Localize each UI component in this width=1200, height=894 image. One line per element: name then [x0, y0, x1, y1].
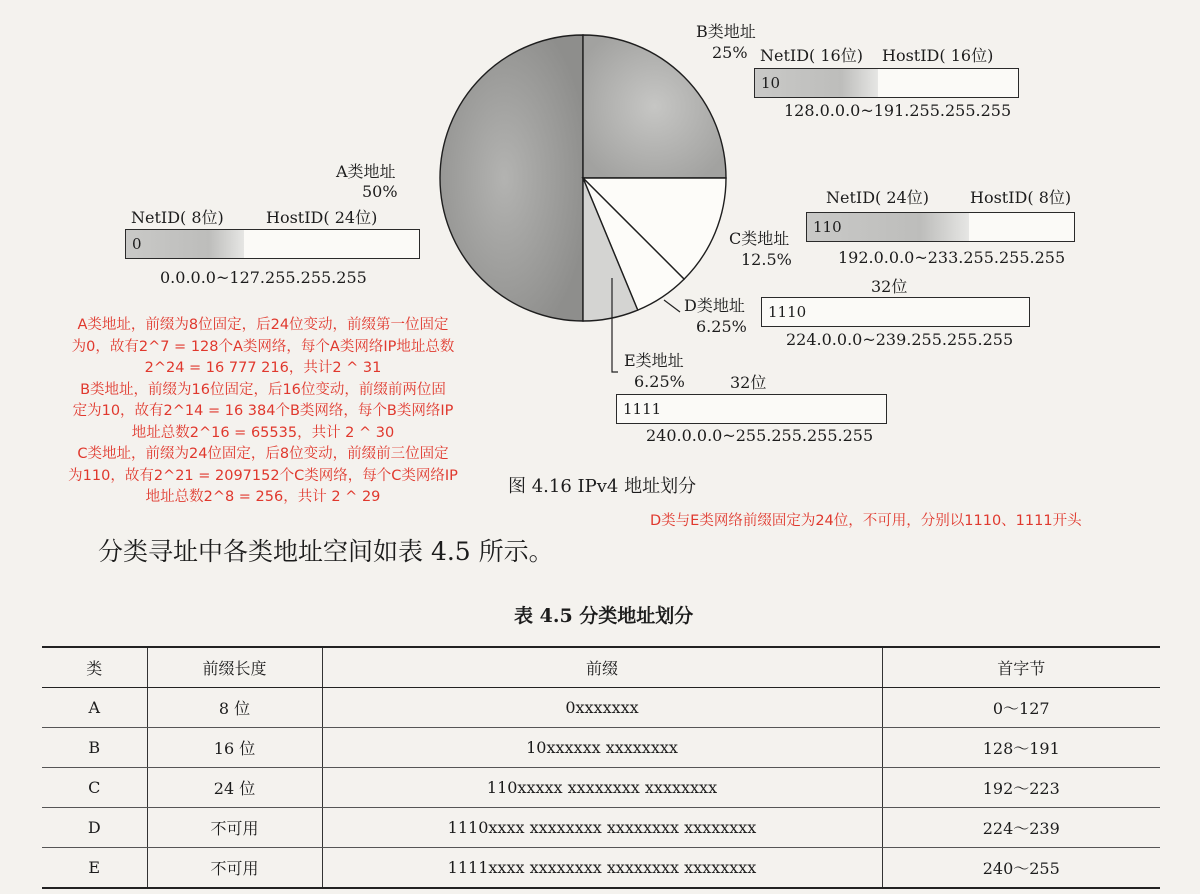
cell-prefix-length: 8 位	[147, 688, 322, 728]
c-netid-label: NetID( 24位)	[826, 188, 929, 207]
note-line: 地址总数2^8 = 256，共计 2 ^ 29	[145, 489, 381, 505]
c-hostid-label: HostID( 8位)	[970, 188, 1072, 207]
d-leader-line	[664, 300, 680, 312]
note-line: 定为10，故有2^14 = 16 384个B类网络，每个B类网络IP	[72, 403, 454, 419]
cell-prefix-length: 不可用	[147, 848, 322, 889]
cell-prefix-length: 24 位	[147, 768, 322, 808]
cell-first-byte: 0～127	[882, 688, 1160, 728]
c-class-percent: 12.5%	[741, 250, 792, 269]
pie-slice-a	[440, 35, 583, 321]
cell-prefix: 0xxxxxxx	[322, 688, 882, 728]
b-address-box	[754, 68, 1019, 98]
note-line: 2^24 = 16 777 216，共计2 ^ 31	[144, 360, 382, 376]
cell-first-byte: 240～255	[882, 848, 1160, 889]
a-class-label: A类地址	[336, 162, 396, 181]
table-title: 表 4.5 分类地址划分	[514, 605, 694, 627]
cell-prefix: 1111xxxx xxxxxxxx xxxxxxxx xxxxxxxx	[322, 848, 882, 889]
cell-prefix: 110xxxxx xxxxxxxx xxxxxxxx	[322, 768, 882, 808]
table-header-row	[42, 647, 1160, 688]
figure-caption: 图 4.16 IPv4 地址划分	[508, 476, 697, 497]
note-line: A类地址，前缀为8位固定，后24位变动，前缀第一位固定	[77, 317, 449, 333]
a-netid-label: NetID( 8位)	[131, 208, 224, 227]
c-range: 192.0.0.0~233.255.255.255	[838, 248, 1066, 267]
cell-class: C	[42, 768, 147, 808]
header-class: 类	[42, 647, 147, 688]
e-range: 240.0.0.0~255.255.255.255	[646, 426, 874, 445]
note-line: 为0，故有2^7 = 128个A类网络，每个A类网络IP地址总数	[71, 338, 455, 355]
e-prefix: 1111	[623, 400, 662, 418]
cell-first-byte: 128～191	[882, 728, 1160, 768]
note-line: C类地址，前缀为24位固定，后8位变动，前缀前三位固定	[77, 446, 449, 462]
pie-slice-b	[583, 35, 726, 178]
red-note-right: D类与E类网络前缀固定为24位，不可用，分别以1110、1111开头	[650, 513, 1082, 529]
cell-class: D	[42, 808, 147, 848]
cell-prefix-length: 不可用	[147, 808, 322, 848]
e-class-percent: 6.25%	[634, 372, 685, 391]
b-class-label: B类地址	[696, 22, 756, 41]
table-row	[42, 728, 1160, 768]
a-address-box	[125, 229, 420, 259]
cell-class: B	[42, 728, 147, 768]
b-prefix: 10	[761, 74, 781, 92]
d-class-percent: 6.25%	[696, 317, 747, 336]
cell-first-byte: 224～239	[882, 808, 1160, 848]
address-class-table	[42, 646, 1160, 889]
cell-first-byte: 192～223	[882, 768, 1160, 808]
b-range: 128.0.0.0~191.255.255.255	[784, 101, 1012, 120]
header-first-byte: 首字节	[882, 647, 1160, 688]
b-netid-label: NetID( 16位)	[760, 46, 863, 65]
b-hostid-label: HostID( 16位)	[882, 46, 994, 65]
cell-prefix: 10xxxxxx xxxxxxxx	[322, 728, 882, 768]
c-class-label: C类地址	[729, 229, 790, 248]
a-class-percent: 50%	[362, 182, 398, 201]
table-row	[42, 768, 1160, 808]
d-prefix: 1110	[768, 303, 807, 321]
table-row	[42, 808, 1160, 848]
e-address-box	[616, 394, 887, 424]
a-hostid-label: HostID( 24位)	[266, 208, 378, 227]
d-range: 224.0.0.0~239.255.255.255	[786, 330, 1014, 349]
e-bits-label: 32位	[730, 373, 767, 392]
red-notes-left	[18, 315, 508, 509]
e-class-label: E类地址	[624, 351, 684, 370]
d-class-label: D类地址	[684, 296, 745, 315]
header-prefix-length: 前缀长度	[147, 647, 322, 688]
a-prefix: 0	[132, 235, 142, 253]
d-bits-label: 32位	[871, 277, 908, 296]
table-row	[42, 848, 1160, 889]
c-prefix: 110	[813, 218, 842, 236]
table-row	[42, 688, 1160, 728]
note-line: 地址总数2^16 = 65535，共计 2 ^ 30	[131, 424, 395, 441]
header-prefix: 前缀	[322, 647, 882, 688]
b-class-percent: 25%	[712, 43, 748, 62]
cell-prefix-length: 16 位	[147, 728, 322, 768]
note-line: B类地址，前缀为16位固定，后16位变动，前缀前两位固	[80, 381, 446, 398]
cell-class: E	[42, 848, 147, 889]
a-range: 0.0.0.0~127.255.255.255	[160, 268, 367, 287]
note-line: 为110，故有2^21 = 2097152个C类网络，每个C类网络IP	[68, 467, 458, 484]
cell-prefix: 1110xxxx xxxxxxxx xxxxxxxx xxxxxxxx	[322, 808, 882, 848]
cell-class: A	[42, 688, 147, 728]
d-address-box	[761, 297, 1030, 327]
c-address-box	[806, 212, 1075, 242]
body-paragraph: 分类寻址中各类地址空间如表 4.5 所示。	[98, 537, 554, 566]
